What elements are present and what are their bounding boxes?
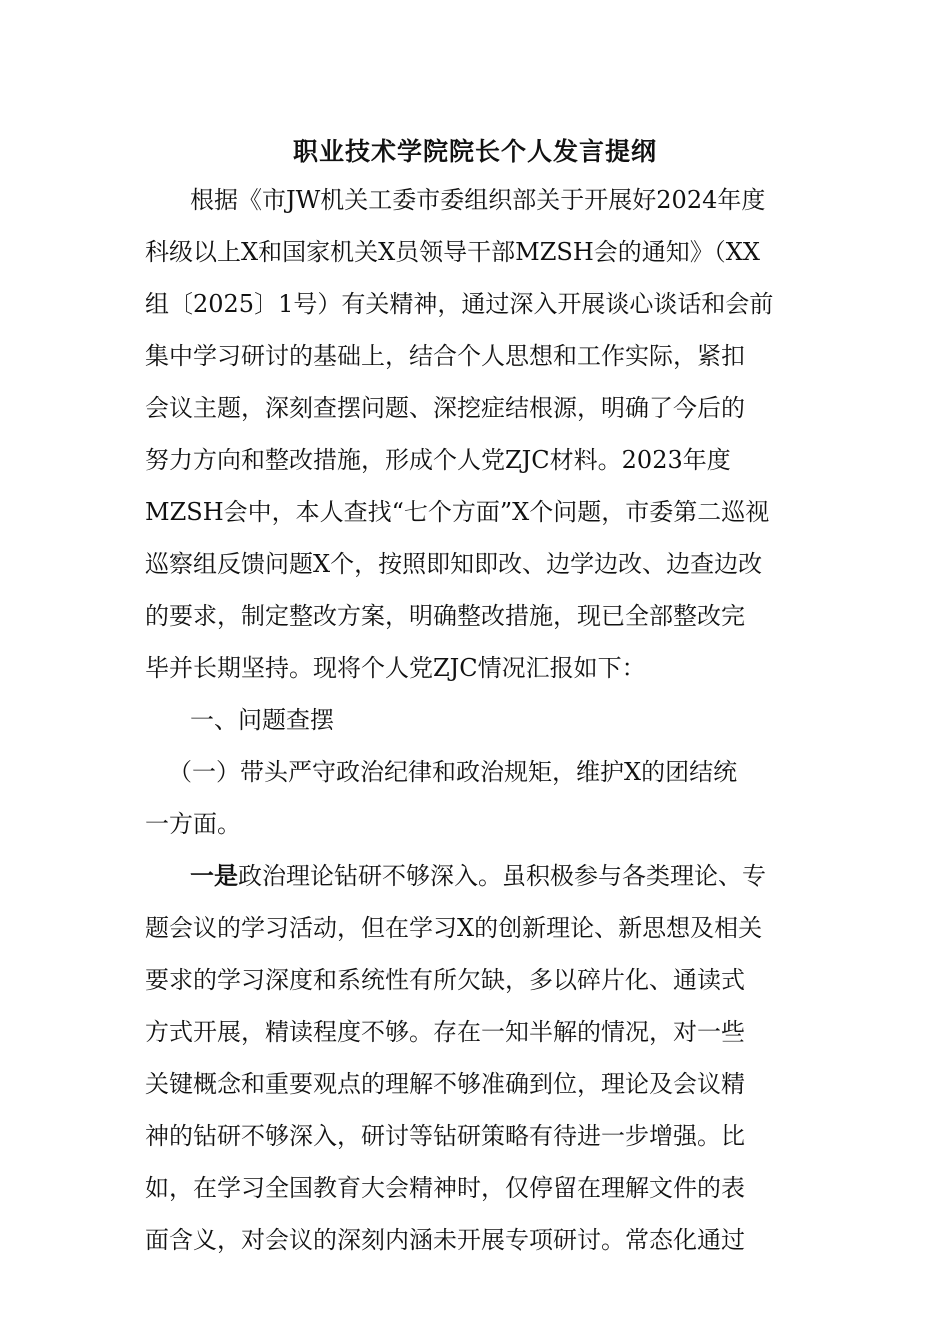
subsection-heading: （一）带头严守政治纪律和政治规矩，维护X的团结统 [168,758,738,786]
section-heading: 一、问题查摆 [190,706,334,734]
paragraph-line: 组〔2025〕1号）有关精神，通过深入开展谈心谈话和会前 [145,290,774,318]
document-title: 职业技术学院院长个人发言提纲 [292,137,657,166]
paragraph-line: 神的钻研不够深入，研讨等钻研策略有待进一步增强。比 [145,1122,745,1150]
paragraph-line: MZSH会中，本人查找“七个方面”X个问题，市委第二巡视 [145,498,770,526]
paragraph-first-line [190,859,870,893]
paragraph-line: 科级以上X和国家机关X员领导干部MZSH会的通知》（XX [145,238,760,266]
paragraph-line: 如，在学习全国教育大会精神时，仅停留在理解文件的表 [145,1174,745,1202]
paragraph-line: 集中学习研讨的基础上，结合个人思想和工作实际，紧扣 [145,342,745,370]
lead-bold-label: 一是 [190,861,238,890]
paragraph-line: 方式开展，精读程度不够。存在一知半解的情况，对一些 [145,1018,745,1046]
paragraph-line: 的要求，制定整改方案，明确整改措施，现已全部整改完 [145,602,745,630]
paragraph-line: 根据《市JW机关工委市委组织部关于开展好2024年度 [190,186,766,214]
paragraph-line: 要求的学习深度和系统性有所欠缺，多以碎片化、通读式 [145,966,745,994]
subsection-heading-continued: 一方面。 [145,810,241,838]
paragraph-line-text: 政治理论钻研不够深入。虽积极参与各类理论、专 [238,862,766,890]
paragraph-line: 面含义，对会议的深刻内涵未开展专项研讨。常态化通过 [145,1226,745,1254]
paragraph-line: 关键概念和重要观点的理解不够准确到位，理论及会议精 [145,1070,745,1098]
paragraph-line: 题会议的学习活动，但在学习X的创新理论、新思想及相关 [145,914,763,942]
paragraph-line: 会议主题，深刻查摆问题、深挖症结根源，明确了今后的 [145,394,745,422]
paragraph-line: 毕并长期坚持。现将个人党ZJC情况汇报如下： [145,654,646,682]
paragraph-line: 努力方向和整改措施，形成个人党ZJC材料。2023年度 [145,446,731,474]
paragraph-line: 巡察组反馈问题X个，按照即知即改、边学边改、边查边改 [145,550,763,578]
